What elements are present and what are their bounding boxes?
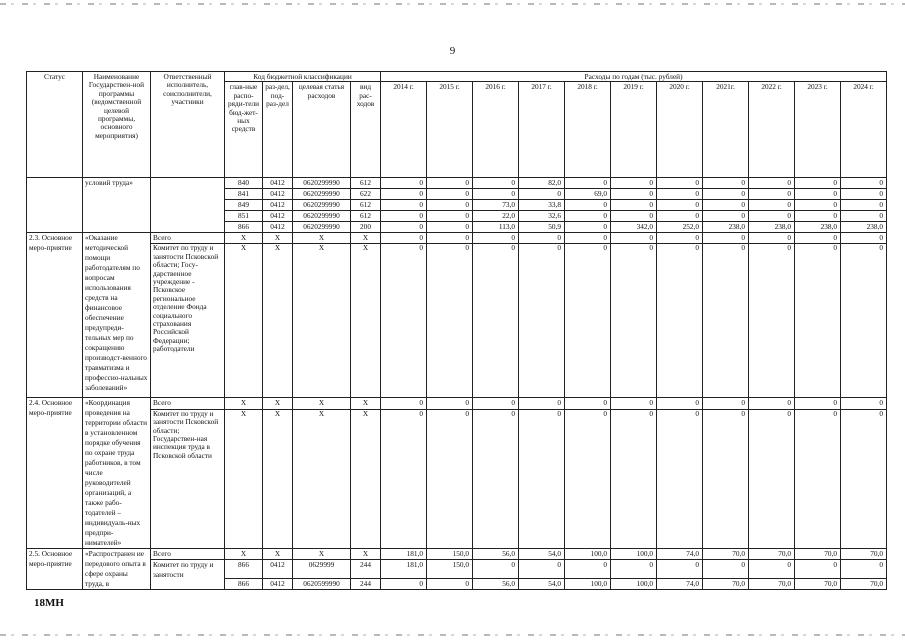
header-name: Наименование Государствен-ной программы (ведомственной целевой программы, основного мероприятия) bbox=[83, 72, 151, 178]
value-cell: 0 bbox=[381, 244, 427, 398]
code-cell: X bbox=[263, 398, 293, 410]
code-cell: 612 bbox=[351, 211, 381, 222]
value-cell: 0 bbox=[427, 200, 473, 211]
code-cell: 0412 bbox=[263, 560, 293, 579]
table-row bbox=[27, 560, 887, 579]
value-cell: 0 bbox=[703, 211, 749, 222]
value-cell: 22,0 bbox=[473, 211, 519, 222]
code-cell: 866 bbox=[225, 579, 263, 590]
value-cell: 0 bbox=[611, 233, 657, 244]
header-code-col: вид рас-ходов bbox=[351, 82, 381, 178]
code-cell: X bbox=[351, 244, 381, 398]
header-expenses-group: Расходы по годам (тыс. рублей) bbox=[381, 72, 887, 82]
value-cell: 0 bbox=[749, 409, 795, 548]
value-cell: 0 bbox=[611, 200, 657, 211]
header-status: Статус bbox=[27, 72, 83, 178]
code-cell: X bbox=[225, 549, 263, 560]
value-cell: 0 bbox=[795, 200, 841, 211]
value-cell: 0 bbox=[427, 398, 473, 410]
value-cell: 33,8 bbox=[519, 200, 565, 211]
value-cell: 0 bbox=[657, 409, 703, 548]
code-cell: 0412 bbox=[263, 579, 293, 590]
value-cell: 0 bbox=[749, 178, 795, 189]
table-row bbox=[27, 233, 887, 244]
value-cell: 150,0 bbox=[427, 560, 473, 579]
value-cell: 0 bbox=[427, 233, 473, 244]
footer-code: 18МН bbox=[34, 597, 64, 609]
executor-cell: Всего bbox=[151, 233, 225, 244]
value-cell: 0 bbox=[381, 178, 427, 189]
value-cell: 0 bbox=[427, 222, 473, 233]
value-cell: 100,0 bbox=[611, 579, 657, 590]
value-cell: 0 bbox=[657, 244, 703, 398]
code-cell: X bbox=[225, 398, 263, 410]
code-cell: X bbox=[225, 409, 263, 548]
value-cell: 0 bbox=[749, 233, 795, 244]
code-cell: 622 bbox=[351, 189, 381, 200]
value-cell: 0 bbox=[381, 398, 427, 410]
value-cell: 0 bbox=[519, 233, 565, 244]
code-cell: 0412 bbox=[263, 189, 293, 200]
code-cell: X bbox=[263, 549, 293, 560]
value-cell: 70,0 bbox=[749, 579, 795, 590]
value-cell: 0 bbox=[795, 211, 841, 222]
value-cell: 238,0 bbox=[795, 222, 841, 233]
table-row bbox=[27, 398, 887, 410]
code-cell: 0620599990 bbox=[293, 579, 351, 590]
name-cell: «Оказание методической помощи работодателям по вопросам использования средств на финансовое обеспечение предупреди-тельных мер по сокращению производст-венного травматизма и профессио-нальных заболеваний» bbox=[83, 233, 151, 398]
value-cell: 0 bbox=[519, 189, 565, 200]
status-cell: 2.5. Основное меро-приятие bbox=[27, 549, 83, 590]
code-cell: 0620299990 bbox=[293, 178, 351, 189]
value-cell: 82,0 bbox=[519, 178, 565, 189]
value-cell: 0 bbox=[657, 200, 703, 211]
code-cell: X bbox=[293, 233, 351, 244]
value-cell: 0 bbox=[473, 398, 519, 410]
value-cell: 0 bbox=[657, 233, 703, 244]
value-cell: 50,9 bbox=[519, 222, 565, 233]
value-cell: 0 bbox=[519, 244, 565, 398]
value-cell: 238,0 bbox=[703, 222, 749, 233]
code-cell: 0620299990 bbox=[293, 222, 351, 233]
code-cell: 0620299990 bbox=[293, 189, 351, 200]
code-cell: 841 bbox=[225, 189, 263, 200]
value-cell: 0 bbox=[841, 409, 887, 548]
value-cell: 70,0 bbox=[749, 549, 795, 560]
value-cell: 70,0 bbox=[703, 579, 749, 590]
value-cell: 0 bbox=[427, 244, 473, 398]
value-cell: 0 bbox=[703, 398, 749, 410]
value-cell: 252,0 bbox=[657, 222, 703, 233]
value-cell: 0 bbox=[427, 409, 473, 548]
value-cell: 0 bbox=[381, 200, 427, 211]
header-year: 2024 г. bbox=[841, 82, 887, 178]
code-cell: 0412 bbox=[263, 222, 293, 233]
value-cell: 0 bbox=[841, 200, 887, 211]
name-cell: «Распространен ие передового опыта в сфере охраны труда, в bbox=[83, 549, 151, 590]
code-cell: 0629999 bbox=[293, 560, 351, 579]
value-cell: 54,0 bbox=[519, 549, 565, 560]
value-cell: 238,0 bbox=[749, 222, 795, 233]
code-cell: 0412 bbox=[263, 200, 293, 211]
value-cell: 0 bbox=[565, 409, 611, 548]
page-number: 9 bbox=[449, 45, 456, 57]
value-cell: 0 bbox=[841, 244, 887, 398]
value-cell: 0 bbox=[703, 409, 749, 548]
value-cell: 181,0 bbox=[381, 549, 427, 560]
table-row bbox=[27, 178, 887, 189]
value-cell: 0 bbox=[795, 233, 841, 244]
value-cell: 0 bbox=[657, 398, 703, 410]
value-cell: 100,0 bbox=[611, 549, 657, 560]
code-cell: X bbox=[263, 244, 293, 398]
value-cell: 181,0 bbox=[381, 560, 427, 579]
value-cell: 0 bbox=[565, 398, 611, 410]
value-cell: 0 bbox=[427, 178, 473, 189]
executor-cell: Всего bbox=[151, 549, 225, 560]
value-cell: 70,0 bbox=[841, 579, 887, 590]
code-cell: X bbox=[293, 409, 351, 548]
executor-cell: Комитет по труду и занятости Псковской области; Госу-дарственное учреждение - Псковское региональное отделение Фонда социального страхования Российской Федерации; работодатели bbox=[151, 244, 225, 398]
code-cell: 200 bbox=[351, 222, 381, 233]
header-code-col: глав-ные распо-ряди-тели бюд-жет-ных средств bbox=[225, 82, 263, 178]
value-cell: 70,0 bbox=[841, 549, 887, 560]
value-cell: 70,0 bbox=[703, 549, 749, 560]
value-cell: 0 bbox=[565, 244, 611, 398]
value-cell: 0 bbox=[795, 189, 841, 200]
value-cell: 0 bbox=[795, 178, 841, 189]
code-cell: 849 bbox=[225, 200, 263, 211]
value-cell: 0 bbox=[795, 409, 841, 548]
value-cell: 0 bbox=[611, 244, 657, 398]
value-cell: 0 bbox=[381, 222, 427, 233]
value-cell: 0 bbox=[381, 211, 427, 222]
value-cell: 0 bbox=[611, 211, 657, 222]
header-year: 2023 г. bbox=[795, 82, 841, 178]
header-code-group: Код бюджетной классификации bbox=[225, 72, 381, 82]
value-cell: 0 bbox=[703, 200, 749, 211]
value-cell: 0 bbox=[795, 244, 841, 398]
value-cell: 0 bbox=[703, 560, 749, 579]
value-cell: 0 bbox=[749, 244, 795, 398]
code-cell: 612 bbox=[351, 200, 381, 211]
value-cell: 56,0 bbox=[473, 579, 519, 590]
executor-cell bbox=[151, 178, 225, 233]
code-cell: X bbox=[263, 409, 293, 548]
value-cell: 0 bbox=[841, 189, 887, 200]
value-cell: 0 bbox=[657, 211, 703, 222]
header-year: 2020 г. bbox=[657, 82, 703, 178]
value-cell: 0 bbox=[795, 398, 841, 410]
header-year: 2016 г. bbox=[473, 82, 519, 178]
value-cell: 0 bbox=[565, 178, 611, 189]
value-cell: 69,0 bbox=[565, 189, 611, 200]
value-cell: 0 bbox=[473, 244, 519, 398]
executor-cell: Комитет по труду и занятости Псковской области; Государствен-ная инспекция труда в Псковской области bbox=[151, 409, 225, 548]
value-cell: 0 bbox=[657, 189, 703, 200]
value-cell: 0 bbox=[427, 579, 473, 590]
scan-top-edge bbox=[0, 3, 905, 5]
code-cell: X bbox=[351, 398, 381, 410]
value-cell: 0 bbox=[841, 560, 887, 579]
executor-cell: Всего bbox=[151, 398, 225, 410]
value-cell: 0 bbox=[381, 409, 427, 548]
value-cell: 0 bbox=[703, 178, 749, 189]
code-cell: 0620299990 bbox=[293, 211, 351, 222]
value-cell: 0 bbox=[473, 189, 519, 200]
status-cell: 2.4. Основное меро-приятие bbox=[27, 398, 83, 549]
value-cell: 0 bbox=[473, 409, 519, 548]
value-cell: 0 bbox=[749, 398, 795, 410]
code-cell: X bbox=[225, 233, 263, 244]
value-cell: 0 bbox=[703, 244, 749, 398]
value-cell: 0 bbox=[565, 200, 611, 211]
value-cell: 0 bbox=[841, 233, 887, 244]
code-cell: X bbox=[351, 409, 381, 548]
value-cell: 0 bbox=[611, 409, 657, 548]
value-cell: 0 bbox=[795, 560, 841, 579]
value-cell: 0 bbox=[427, 189, 473, 200]
header-year: 2019 г. bbox=[611, 82, 657, 178]
value-cell: 0 bbox=[473, 233, 519, 244]
name-cell: условий труда» bbox=[83, 178, 151, 233]
header-year: 2015 г. bbox=[427, 82, 473, 178]
code-cell: 244 bbox=[351, 579, 381, 590]
code-cell: X bbox=[293, 244, 351, 398]
value-cell: 0 bbox=[381, 579, 427, 590]
value-cell: 0 bbox=[657, 560, 703, 579]
value-cell: 0 bbox=[381, 233, 427, 244]
value-cell: 0 bbox=[473, 560, 519, 579]
value-cell: 100,0 bbox=[565, 549, 611, 560]
code-cell: X bbox=[351, 549, 381, 560]
value-cell: 0 bbox=[657, 178, 703, 189]
header-year: 2017 г. bbox=[519, 82, 565, 178]
code-cell: 840 bbox=[225, 178, 263, 189]
value-cell: 0 bbox=[703, 233, 749, 244]
status-cell: 2.3. Основное меро-приятие bbox=[27, 233, 83, 398]
value-cell: 0 bbox=[565, 233, 611, 244]
value-cell: 0 bbox=[565, 222, 611, 233]
code-cell: 851 bbox=[225, 211, 263, 222]
value-cell: 0 bbox=[611, 189, 657, 200]
code-cell: 0412 bbox=[263, 211, 293, 222]
code-cell: X bbox=[225, 244, 263, 398]
value-cell: 74,0 bbox=[657, 579, 703, 590]
value-cell: 0 bbox=[565, 211, 611, 222]
value-cell: 70,0 bbox=[795, 549, 841, 560]
header-executor: Ответственный исполнитель, соисполнители, участники bbox=[151, 72, 225, 178]
value-cell: 0 bbox=[703, 189, 749, 200]
code-cell: 866 bbox=[225, 222, 263, 233]
header-year: 2018 г. bbox=[565, 82, 611, 178]
value-cell: 0 bbox=[749, 211, 795, 222]
value-cell: 100,0 bbox=[565, 579, 611, 590]
value-cell: 113,0 bbox=[473, 222, 519, 233]
value-cell: 70,0 bbox=[795, 579, 841, 590]
value-cell: 0 bbox=[519, 398, 565, 410]
value-cell: 238,0 bbox=[841, 222, 887, 233]
value-cell: 0 bbox=[841, 178, 887, 189]
value-cell: 150,0 bbox=[427, 549, 473, 560]
executor-cell: Комитет по труду и занятости bbox=[151, 560, 225, 590]
value-cell: 0 bbox=[519, 409, 565, 548]
value-cell: 0 bbox=[611, 178, 657, 189]
value-cell: 0 bbox=[611, 560, 657, 579]
header-year: 2014 г. bbox=[381, 82, 427, 178]
code-cell: X bbox=[293, 549, 351, 560]
value-cell: 0 bbox=[749, 560, 795, 579]
value-cell: 32,6 bbox=[519, 211, 565, 222]
code-cell: 0412 bbox=[263, 178, 293, 189]
value-cell: 0 bbox=[565, 560, 611, 579]
scan-bottom-edge bbox=[0, 634, 905, 636]
value-cell: 73,0 bbox=[473, 200, 519, 211]
code-cell: 244 bbox=[351, 560, 381, 579]
value-cell: 56,0 bbox=[473, 549, 519, 560]
value-cell: 342,0 bbox=[611, 222, 657, 233]
header-code-col: раз-дел, под-раз-дел bbox=[263, 82, 293, 178]
name-cell: «Координация проведения на территории области в установленном порядке обучения по охране труда работников, в том числе руководителей организаций, а также рабо-тодателей – индивидуаль-ных предпри-нимателей» bbox=[83, 398, 151, 549]
value-cell: 74,0 bbox=[657, 549, 703, 560]
code-cell: 0620299990 bbox=[293, 200, 351, 211]
table-row bbox=[27, 244, 887, 398]
value-cell: 0 bbox=[381, 189, 427, 200]
header-code-col: целевая статья расходов bbox=[293, 82, 351, 178]
status-cell bbox=[27, 178, 83, 233]
table-row bbox=[27, 549, 887, 560]
value-cell: 0 bbox=[611, 398, 657, 410]
table-row bbox=[27, 409, 887, 548]
value-cell: 0 bbox=[841, 398, 887, 410]
value-cell: 0 bbox=[427, 211, 473, 222]
value-cell: 54,0 bbox=[519, 579, 565, 590]
code-cell: X bbox=[351, 233, 381, 244]
header-year: 2021г. bbox=[703, 82, 749, 178]
code-cell: X bbox=[293, 398, 351, 410]
header-year: 2022 г. bbox=[749, 82, 795, 178]
code-cell: 866 bbox=[225, 560, 263, 579]
value-cell: 0 bbox=[519, 560, 565, 579]
value-cell: 0 bbox=[841, 211, 887, 222]
value-cell: 0 bbox=[749, 189, 795, 200]
value-cell: 0 bbox=[473, 178, 519, 189]
code-cell: 612 bbox=[351, 178, 381, 189]
budget-table bbox=[26, 71, 887, 590]
value-cell: 0 bbox=[749, 200, 795, 211]
code-cell: X bbox=[263, 233, 293, 244]
